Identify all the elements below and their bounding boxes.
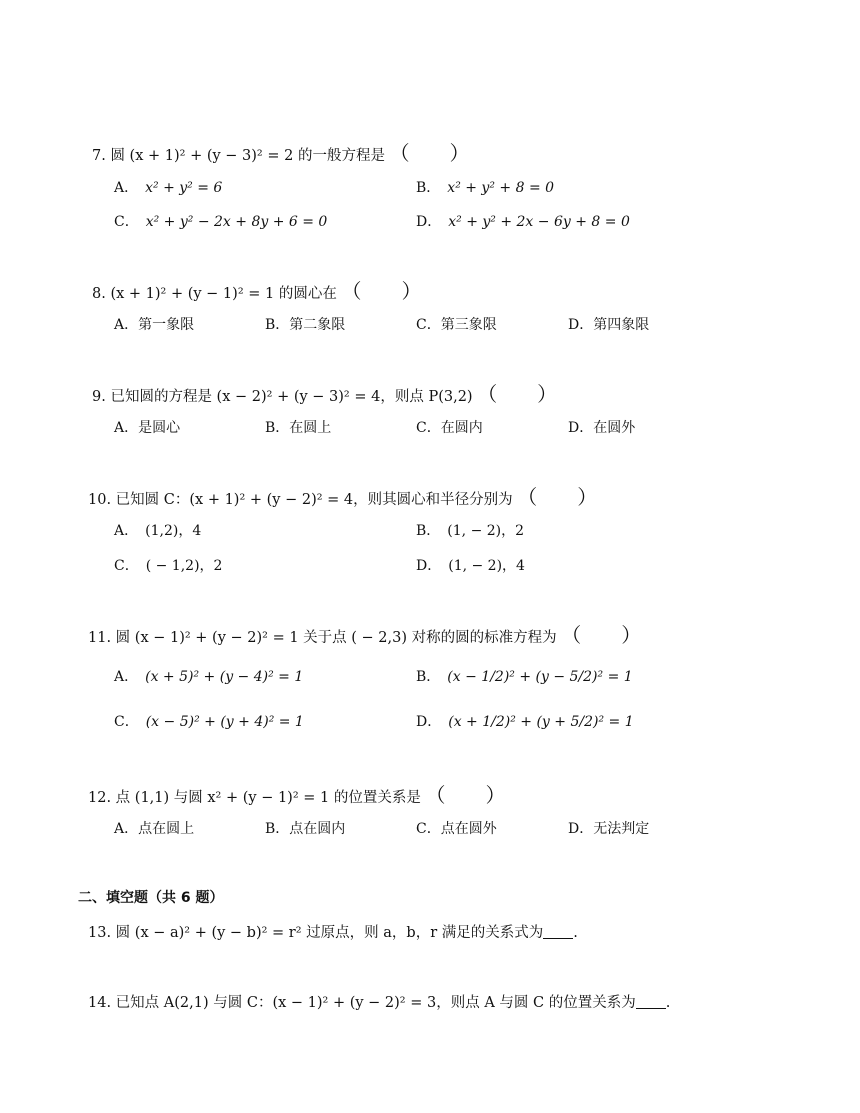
option-b: B． (1, − 2)，2: [416, 523, 525, 539]
option-c: C． (x − 5)² + (y + 4)² = 1: [114, 714, 304, 730]
option-a: A． (1,2)，4: [114, 523, 202, 539]
question-stem: 圆 (x − a)² + (y − b)² = r² 过原点，则 a，b，r 满足的关系式为: [115, 925, 544, 941]
option-b: B．点在圆内: [265, 821, 346, 837]
answer-paren: （ ）: [341, 279, 422, 303]
option-d: D．在圆外: [568, 420, 636, 436]
question-number: 10.: [88, 492, 112, 508]
question-number: 8.: [92, 286, 106, 302]
question-9: [92, 382, 558, 406]
option-a: A．是圆心: [114, 420, 181, 436]
option-d: D． (1, − 2)，4: [416, 558, 525, 574]
question-stem: (x + 1)² + (y − 1)² = 1 的圆心在: [110, 286, 337, 302]
question-11: [88, 623, 642, 647]
answer-paren: （ ）: [425, 783, 506, 807]
question-stem: 点 (1,1) 与圆 x² + (y − 1)² = 1 的位置关系是: [115, 790, 421, 806]
answer-paren: （ ）: [389, 141, 470, 165]
question-number: 14.: [88, 995, 112, 1011]
question-13: [88, 924, 578, 942]
answer-paren: （ ）: [561, 623, 642, 647]
question-tail: .: [665, 995, 671, 1011]
question-12: [88, 783, 506, 807]
option-d: D．第四象限: [568, 317, 650, 333]
option-d: D． x² + y² + 2x − 6y + 8 = 0: [416, 214, 630, 230]
option-a: A． (x + 5)² + (y − 4)² = 1: [114, 669, 304, 685]
question-stem: 已知点 A(2,1) 与圆 C：(x − 1)² + (y − 2)² = 3，则点 A 与圆 C 的位置关系为: [115, 995, 636, 1011]
option-b: B．第二象限: [265, 317, 346, 333]
question-10: [88, 485, 598, 509]
question-stem: 已知圆 C：(x + 1)² + (y − 2)² = 4，则其圆心和半径分别为: [115, 492, 513, 508]
question-7: [92, 141, 470, 165]
question-8: [92, 279, 422, 303]
question-number: 13.: [88, 925, 112, 941]
question-number: 9.: [92, 389, 106, 405]
question-stem: 圆 (x − 1)² + (y − 2)² = 1 关于点 ( − 2,3) 对称的圆的标准方程为: [115, 630, 557, 646]
option-c: C． ( − 1,2)，2: [114, 558, 223, 574]
answer-paren: （ ）: [517, 485, 598, 509]
option-b: B． x² + y² + 8 = 0: [416, 180, 555, 196]
option-c: C．点在圆外: [416, 821, 497, 837]
option-d: D． (x + 1/2)² + (y + 5/2)² = 1: [416, 714, 634, 730]
question-number: 11.: [88, 630, 112, 646]
answer-paren: （ ）: [477, 382, 558, 406]
question-stem: 圆 (x + 1)² + (y − 3)² = 2 的一般方程是: [110, 148, 385, 164]
question-stem: 已知圆的方程是 (x − 2)² + (y − 3)² = 4，则点 P(3,2): [110, 389, 473, 405]
option-d: D．无法判定: [568, 821, 650, 837]
question-number: 7.: [92, 148, 106, 164]
section-heading: 二、填空题（共 6 题）: [78, 890, 224, 906]
option-c: C．第三象限: [416, 317, 497, 333]
question-number: 12.: [88, 790, 112, 806]
answer-blank[interactable]: [636, 994, 666, 1009]
answer-blank[interactable]: [543, 924, 573, 939]
option-c: C．在圆内: [416, 420, 483, 436]
option-a: A．第一象限: [114, 317, 195, 333]
question-tail: .: [573, 925, 578, 941]
option-a: A． x² + y² = 6: [114, 180, 223, 196]
option-b: B．在圆上: [265, 420, 332, 436]
option-a: A．点在圆上: [114, 821, 195, 837]
option-c: C． x² + y² − 2x + 8y + 6 = 0: [114, 214, 328, 230]
question-14: [88, 994, 670, 1012]
option-b: B． (x − 1/2)² + (y − 5/2)² = 1: [416, 669, 633, 685]
